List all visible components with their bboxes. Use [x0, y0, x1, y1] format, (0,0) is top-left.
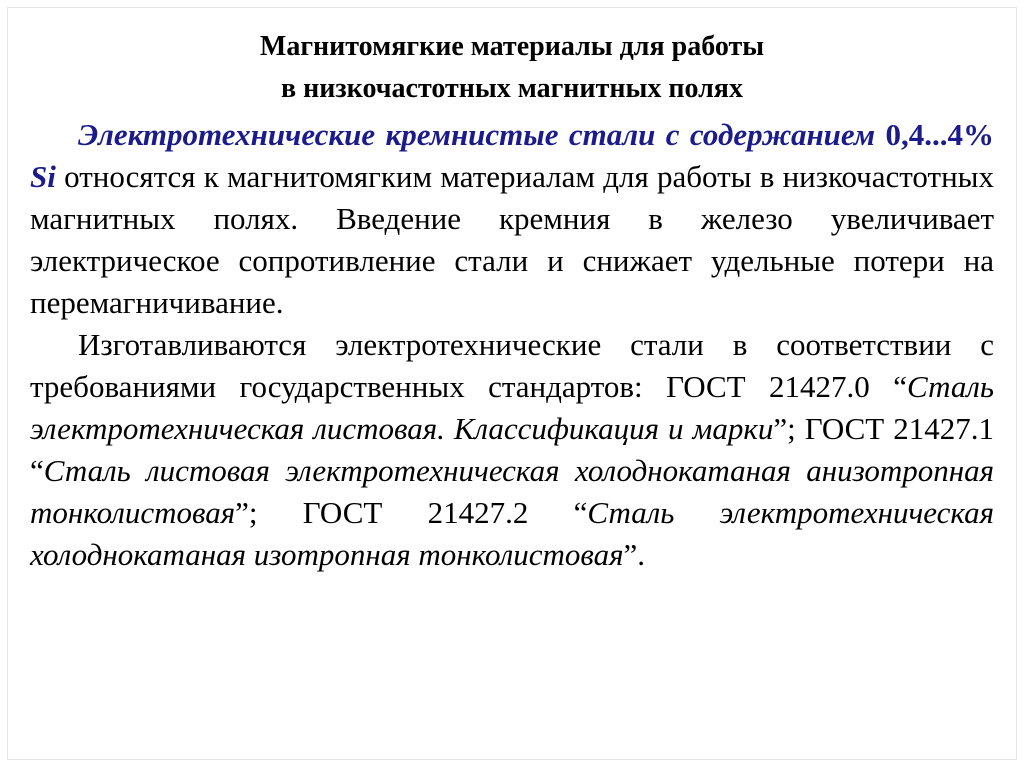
text-run: Сталь листовая электротехническая холоднокатаная анизотропная тонколистовая [30, 453, 994, 530]
text-run: 0,4...4% [885, 117, 994, 152]
text-run: ”; ГОСТ 21427.2 “ [235, 495, 588, 530]
text-run: ”; ГОСТ 21427.1 “ [30, 411, 994, 488]
title-line-2: в низкочастотных магнитных полях [281, 73, 743, 104]
text-run: ”. [623, 537, 646, 572]
title-line-1: Магнитомягкие материалы для работы [259, 31, 765, 62]
text-run: Сталь электротехническая листовая. Классификация и марки [30, 369, 994, 446]
text-run: относятся к магнитомягким материалам для работы в низкочастотных магнитных полях. Введение кремния в железо увеличивает электрическое сопротивление стали и снижает удельные потери на перемагничивание. [30, 159, 994, 320]
paragraph-intro-silicon-steels [30, 114, 994, 324]
paragraph-gost-standards [30, 324, 994, 576]
text-run: Изготавливаются электротехнические стали в соответствии с требованиями государственных стандартов: ГОСТ 21427.0 “ [30, 327, 994, 404]
text-run: Si [30, 159, 56, 194]
text-run: Сталь электротехническая холоднокатаная изотропная тонколистовая [30, 495, 994, 572]
slide-title [40, 26, 984, 110]
text-run: Электротехнические кремнистые стали с содержанием [78, 117, 886, 152]
